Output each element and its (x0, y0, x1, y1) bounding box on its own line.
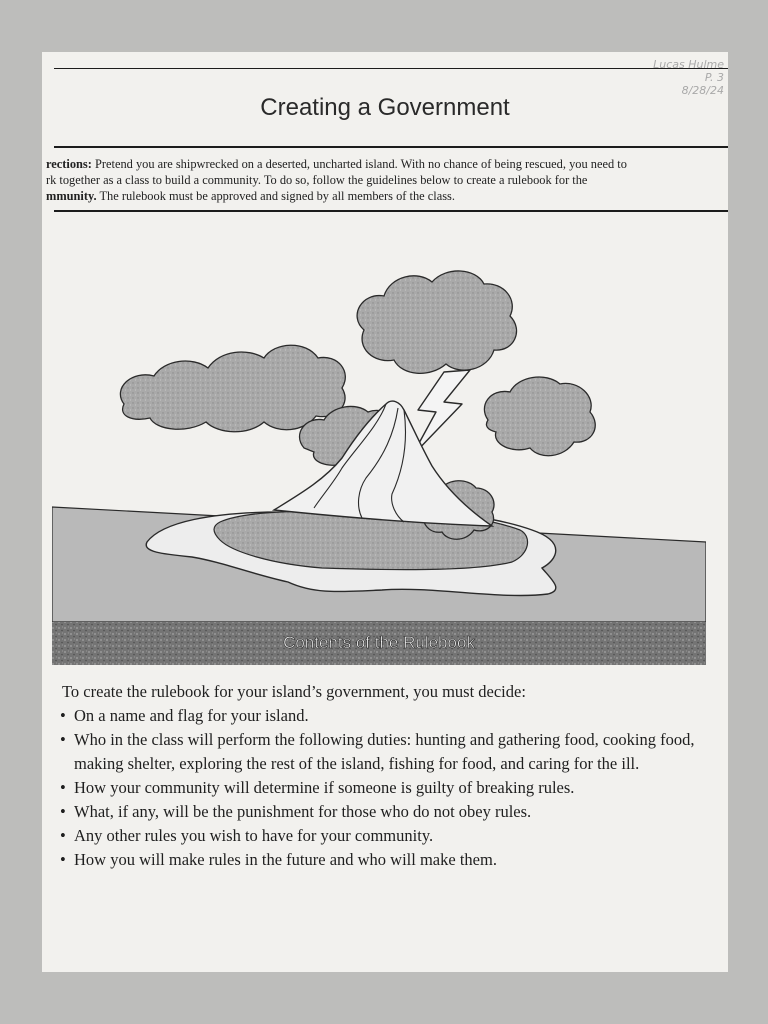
directions-paragraph (46, 156, 726, 204)
list-item: • On a name and flag for your island. (60, 704, 700, 728)
handwritten-name: Lucas Hulme (653, 58, 724, 71)
directions-label: rections: (46, 157, 92, 171)
bullet-marker: • (60, 826, 66, 845)
worksheet-page (42, 52, 728, 972)
cloud-left (120, 345, 345, 432)
list-item: • How your community will determine if someone is guilty of breaking rules. (60, 776, 700, 800)
intro-text: To create the rulebook for your island’s government, you must decide: (62, 682, 526, 701)
bullet-marker: • (60, 706, 66, 725)
page-title: Creating a Government (260, 94, 510, 121)
directions-line-3: The rulebook must be approved and signed by all members of the class. (99, 189, 455, 203)
handwritten-header (624, 58, 724, 97)
bullet-marker: • (60, 778, 66, 797)
directions-line-2: rk together as a class to build a community. To do so, follow the guidelines below to create a rulebook for the (46, 173, 588, 187)
requirements-list (60, 704, 700, 872)
directions-line-3-label: mmunity. (46, 189, 97, 203)
cloud-top (357, 271, 516, 373)
bullet-marker: • (60, 850, 66, 869)
list-item: • Who in the class will perform the following duties: hunting and gathering food, cooking food, making shelter, exploring the rest of the island, fishing for food, and caring for the ill. (60, 730, 695, 773)
list-item: • Any other rules you wish to have for your community. (60, 824, 700, 848)
list-item: • What, if any, will be the punishment for those who do not obey rules. (60, 800, 700, 824)
handwritten-date: 8/28/24 (681, 84, 724, 97)
handwritten-period: P. 3 (704, 71, 724, 84)
cloud-right (484, 377, 595, 456)
list-item: • How you will make rules in the future and who will make them. (60, 848, 700, 872)
island-illustration (52, 212, 706, 667)
directions-line-1: Pretend you are shipwrecked on a deserted, uncharted island. With no chance of being rescued, you need to (95, 157, 627, 171)
bullet-marker: • (60, 802, 66, 821)
title-rule (54, 146, 728, 148)
banner-text: Contents of the Rulebook (283, 633, 475, 652)
bullet-marker: • (60, 730, 66, 749)
